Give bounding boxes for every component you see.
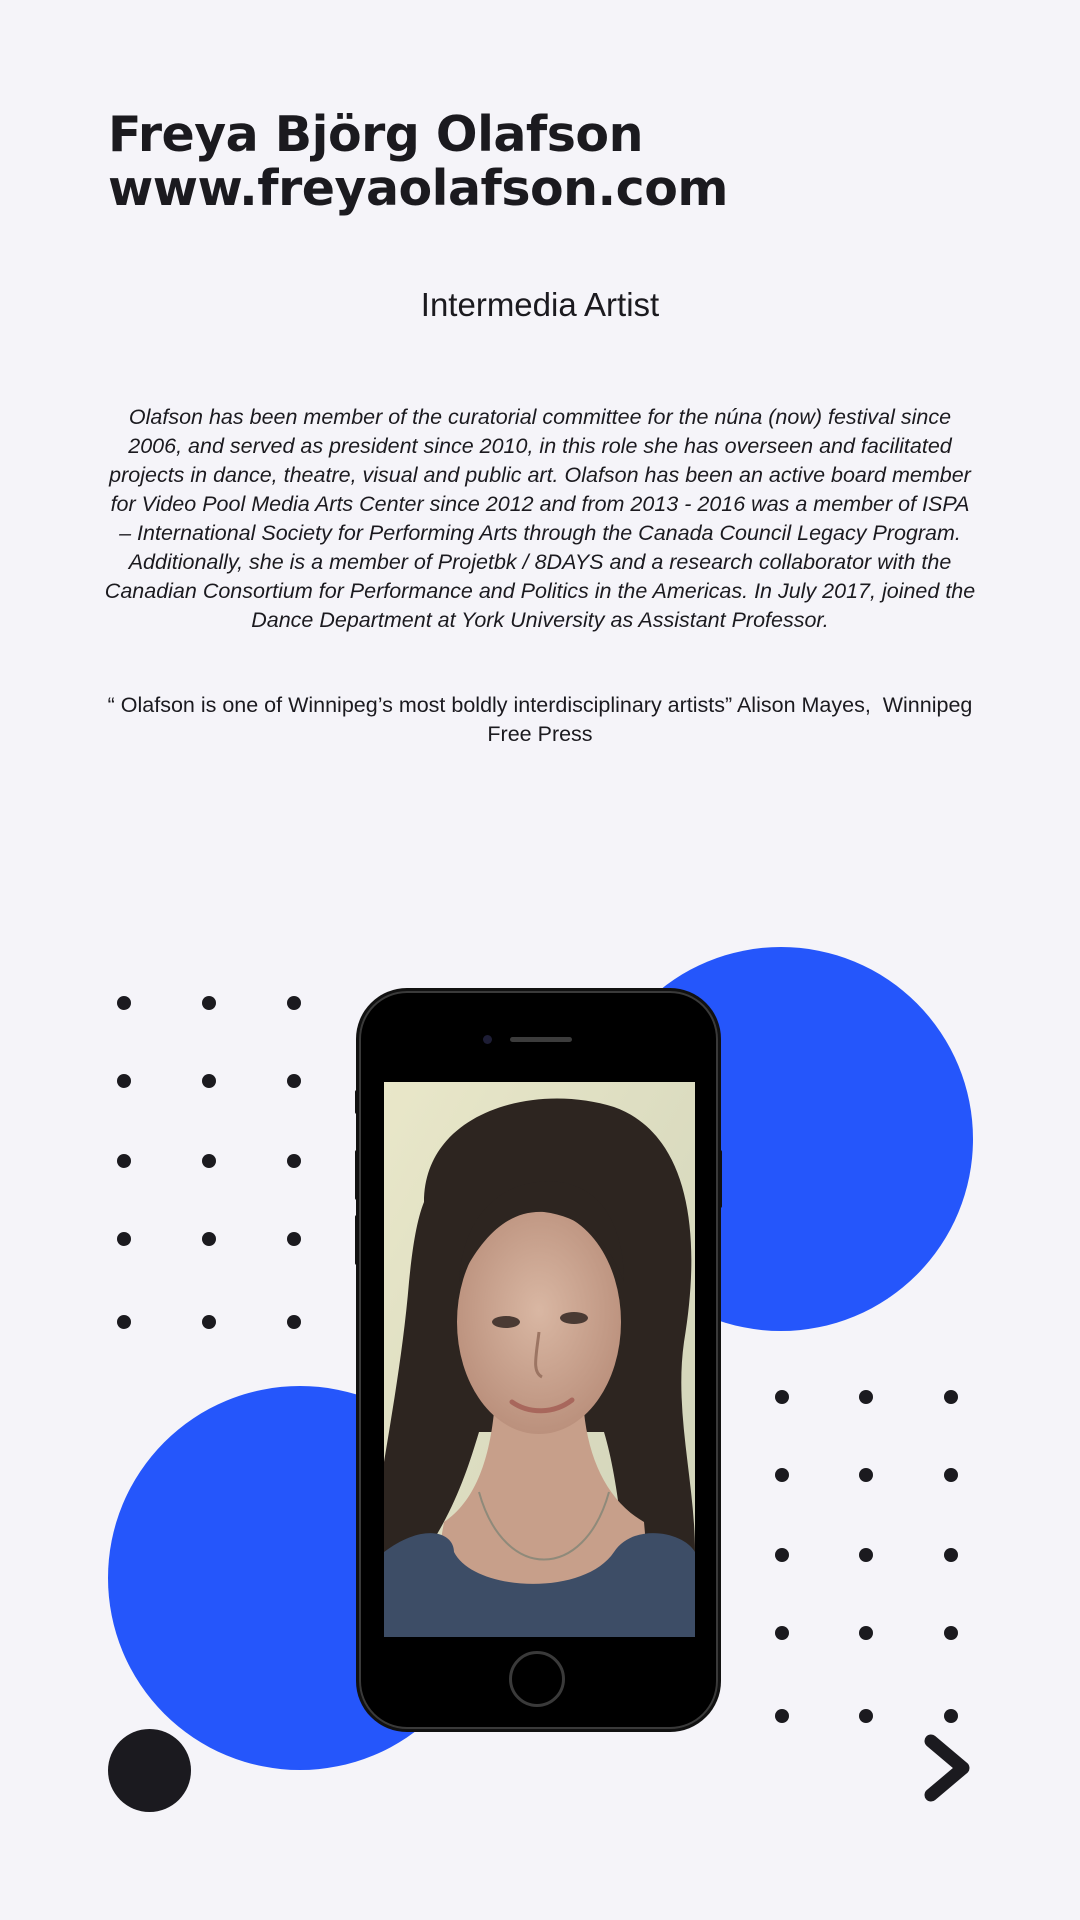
portrait-illustration — [384, 1082, 695, 1637]
artist-name: Freya Björg Olafson — [108, 106, 643, 163]
press-quote — [104, 691, 979, 749]
press-quote-text: “ Olafson is one of Winnipeg’s most boldly interdisciplinary artists” Alison Mayes, Winnipeg Free Press — [107, 693, 979, 746]
phone-camera — [483, 1035, 492, 1044]
phone-speaker — [510, 1037, 572, 1042]
phone-home-button — [509, 1651, 565, 1707]
phone-mockup — [359, 991, 718, 1729]
next-button[interactable] — [917, 1733, 977, 1803]
bio-text: Olafson has been member of the curatorial committee for the núna (now) festival since 2006, and served as president since 2010, in this role she has overseen and facilitated projects in dance, theatre, visual and public art. Olafson has been an active board member for Video Pool Media Arts Center since 2012 and from 2013 - 2016 was a member of ISPA – International Society for Performing Arts through the Canada Council Legacy Program. Additionally, she is a member of Projetbk / 8DAYS and a research collaborator with the Canadian Consortium for Performance and Politics in the Americas. In July 2017, joined the Dance Department at York University as Assistant Professor. — [104, 405, 976, 632]
website-link[interactable]: www.freyaolafson.com — [108, 160, 728, 217]
title-block — [108, 108, 988, 216]
chevron-right-icon — [917, 1733, 977, 1803]
portrait-photo — [384, 1082, 695, 1637]
decor-circle-dark — [108, 1729, 191, 1812]
subtitle: Intermedia Artist — [420, 286, 660, 323]
